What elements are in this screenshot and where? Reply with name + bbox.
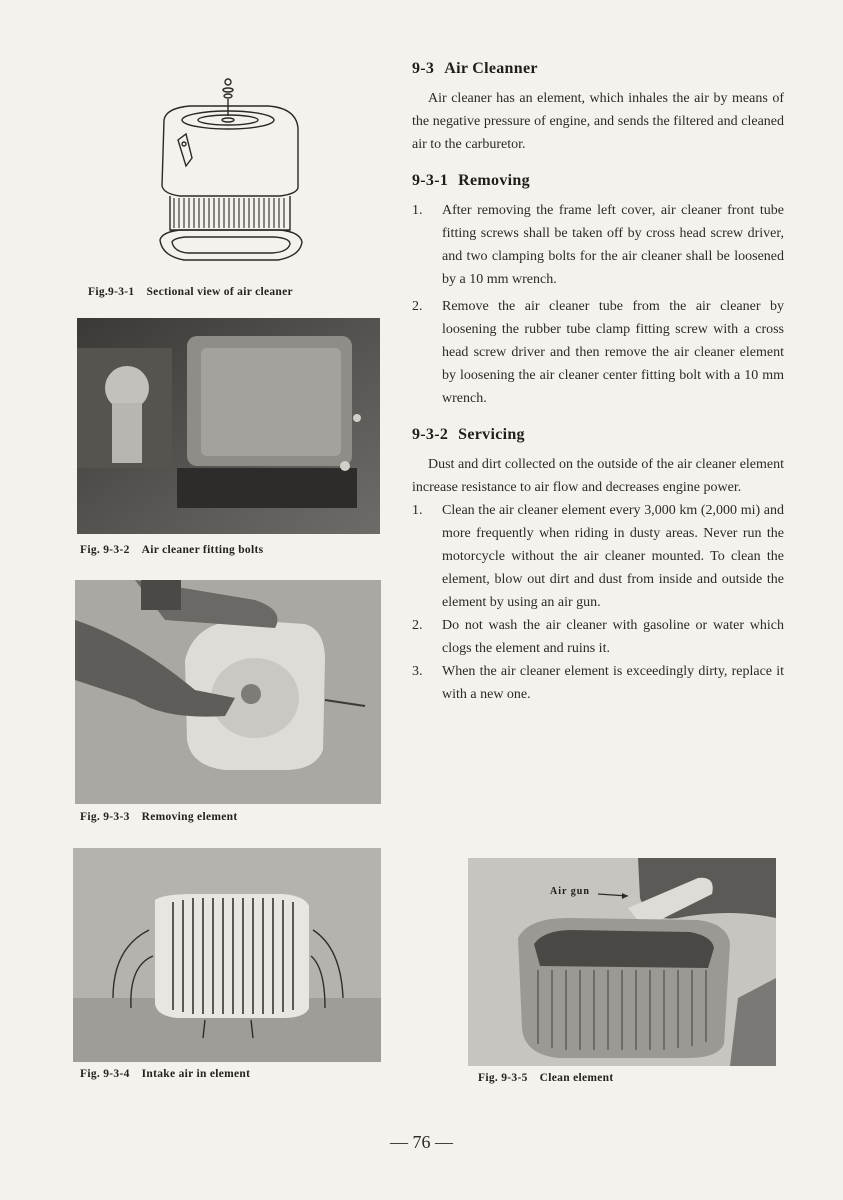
page-number: — 76 — — [390, 1132, 453, 1152]
figure-label: Fig. 9-3-4 — [80, 1068, 130, 1080]
servicing-steps — [412, 499, 784, 706]
figure-caption — [80, 811, 237, 823]
servicing-intro: Dust and dirt collected on the outside of the air cleaner element increase resistance to air flow and decreases engine power. — [412, 457, 784, 495]
figure-9-3-3-photo — [75, 580, 381, 804]
figure-caption — [478, 1072, 613, 1084]
figure-caption — [80, 1068, 250, 1080]
figure-title: Clean element — [539, 1072, 614, 1084]
figure-label: Fig. 9-3-2 — [80, 544, 130, 556]
subsection-title: Removing — [458, 172, 530, 189]
list-item-number: 2. — [412, 618, 423, 633]
figure-9-3-5-photo — [468, 858, 776, 1066]
figure-label: Fig.9-3-1 — [88, 286, 135, 298]
figure-label: Fig. 9-3-3 — [80, 811, 130, 823]
list-item — [412, 614, 784, 660]
list-item-text: After removing the frame left cover, air cleaner front tube fitting screws shall be taken off by cross head screw driver, and two clamping bolts for the air cleaner shall be loosened by a 10 mm wrench. — [442, 203, 784, 287]
section-intro: Air cleaner has an element, which inhales the air by means of the negative pressure of engine, and sends the filtered and cleaned air to the carburetor. — [412, 91, 784, 152]
figure-9-3-2-photo — [77, 318, 380, 534]
list-item-text: Remove the air cleaner tube from the air cleaner by loosening the rubber tube clamp fitting screw with a cross head screw driver and then remove the air cleaner element by loosening the air cleaner center fitting bolt with a 10 mm wrench. — [442, 299, 784, 406]
subsection-heading-servicing — [412, 426, 784, 444]
figure-label: Fig. 9-3-5 — [478, 1072, 528, 1084]
list-item-text: Do not wash the air cleaner with gasoline or water which clogs the element and ruins it. — [442, 618, 784, 656]
list-item — [412, 199, 784, 291]
subsection-heading-removing — [412, 172, 784, 190]
list-item — [412, 499, 784, 614]
figure-callout-label: Air gun — [550, 886, 590, 897]
removing-steps — [412, 199, 784, 410]
figure-title: Removing element — [141, 811, 238, 823]
list-item-number: 1. — [412, 203, 423, 218]
figure-caption — [80, 544, 263, 556]
list-item-text: Clean the air cleaner element every 3,000 km (2,000 mi) and more frequently when riding in dusty areas. Never run the motorcycle without the air cleaner mounted. To clean the element, blow out dirt and dust from inside and outside the element by using an air gun. — [442, 503, 784, 610]
air-cleaner-sectional-drawing — [150, 70, 320, 275]
section-title: Air Cleanner — [444, 60, 538, 77]
figure-title: Sectional view of air cleaner — [146, 286, 293, 298]
subsection-number: 9-3-2 — [412, 426, 449, 443]
figure-9-3-1 — [150, 70, 320, 275]
list-item-number: 3. — [412, 664, 423, 679]
figure-9-3-4-photo — [73, 848, 381, 1062]
figure-title: Air cleaner fitting bolts — [141, 544, 264, 556]
list-item-number: 2. — [412, 299, 423, 314]
subsection-number: 9-3-1 — [412, 172, 449, 189]
text-column — [412, 60, 784, 706]
subsection-title: Servicing — [458, 426, 525, 443]
section-number: 9-3 — [412, 60, 435, 77]
figure-title: Intake air in element — [141, 1068, 251, 1080]
list-item-text: When the air cleaner element is exceedingly dirty, replace it with a new one. — [442, 664, 784, 702]
list-item-number: 1. — [412, 503, 423, 518]
list-item — [412, 660, 784, 706]
list-item — [412, 295, 784, 410]
figure-caption — [88, 286, 293, 298]
section-heading — [412, 60, 784, 78]
